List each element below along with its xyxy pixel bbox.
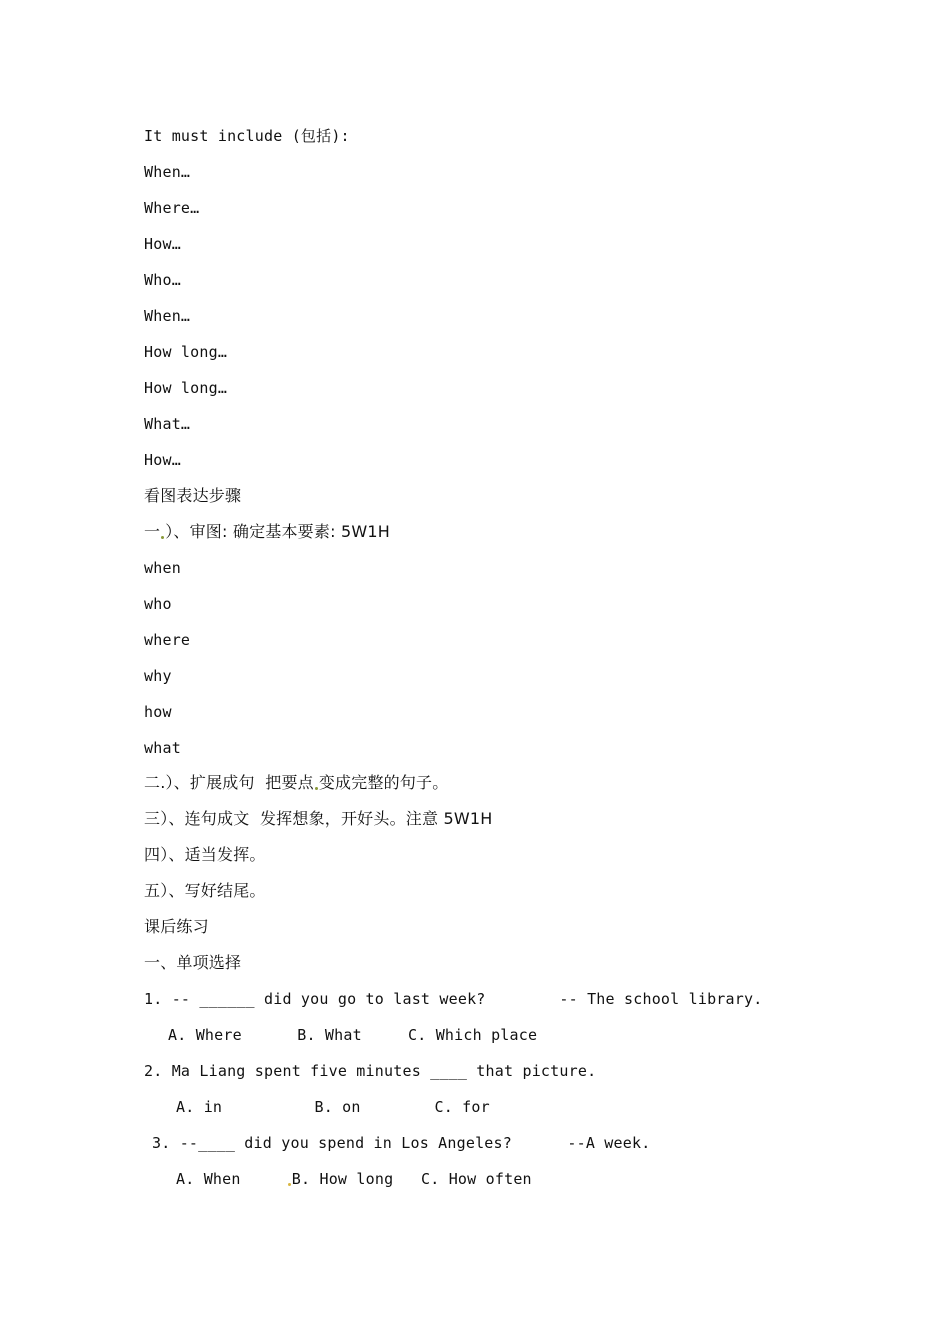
question-2-options: A. in B. on C. for: [176, 1098, 490, 1116]
question-2: 2. Ma Liang spent five minutes ____ that picture.: [144, 1062, 597, 1080]
include-heading: It must include (包括):: [144, 127, 350, 145]
include-item: How…: [144, 451, 181, 469]
mark-dot: [288, 1183, 291, 1186]
step-1-text: ）、审图: 确定基本要素: 5W1H: [165, 522, 390, 541]
step-3: 三）、连句成文 发挥想象，开好头。注意 5W1H: [144, 809, 493, 828]
element-word: why: [144, 667, 172, 685]
exercise-section: 一、单项选择: [144, 953, 242, 972]
mark-dot: [161, 536, 164, 539]
question-3-option-a: A. When: [176, 1170, 287, 1188]
question-3-options: [176, 1169, 532, 1189]
include-item: When…: [144, 163, 191, 181]
question-3: 3. --____ did you spend in Los Angeles? --A week.: [152, 1134, 651, 1152]
include-item: How long…: [144, 343, 228, 361]
include-item: Who…: [144, 271, 181, 289]
element-word: when: [144, 559, 181, 577]
element-word: how: [144, 703, 172, 721]
step-2-part-b: 变成完整的句子。: [318, 773, 449, 792]
step-2-part-a: 二.）、扩展成句 把要点: [144, 773, 314, 792]
step-1-prefix: 一: [144, 522, 161, 541]
step-2: [144, 773, 448, 793]
element-word: where: [144, 631, 191, 649]
include-item: When…: [144, 307, 191, 325]
step-5: 五）、写好结尾。: [144, 881, 266, 900]
include-item: Where…: [144, 199, 200, 217]
question-1-options: A. Where B. What C. Which place: [168, 1026, 538, 1044]
element-word: who: [144, 595, 172, 613]
steps-title: 看图表达步骤: [144, 486, 242, 505]
question-3-options-rest: B. How long C. How often: [291, 1170, 532, 1188]
include-item: What…: [144, 415, 191, 433]
question-1: 1. -- ______ did you go to last week? -- The school library.: [144, 990, 763, 1008]
include-item: How…: [144, 235, 181, 253]
mark-dot: [315, 787, 318, 790]
exercise-title: 课后练习: [144, 917, 209, 936]
include-item: How long…: [144, 379, 228, 397]
step-1: [144, 522, 390, 542]
element-word: what: [144, 739, 181, 757]
step-4: 四）、适当发挥。: [144, 845, 266, 864]
